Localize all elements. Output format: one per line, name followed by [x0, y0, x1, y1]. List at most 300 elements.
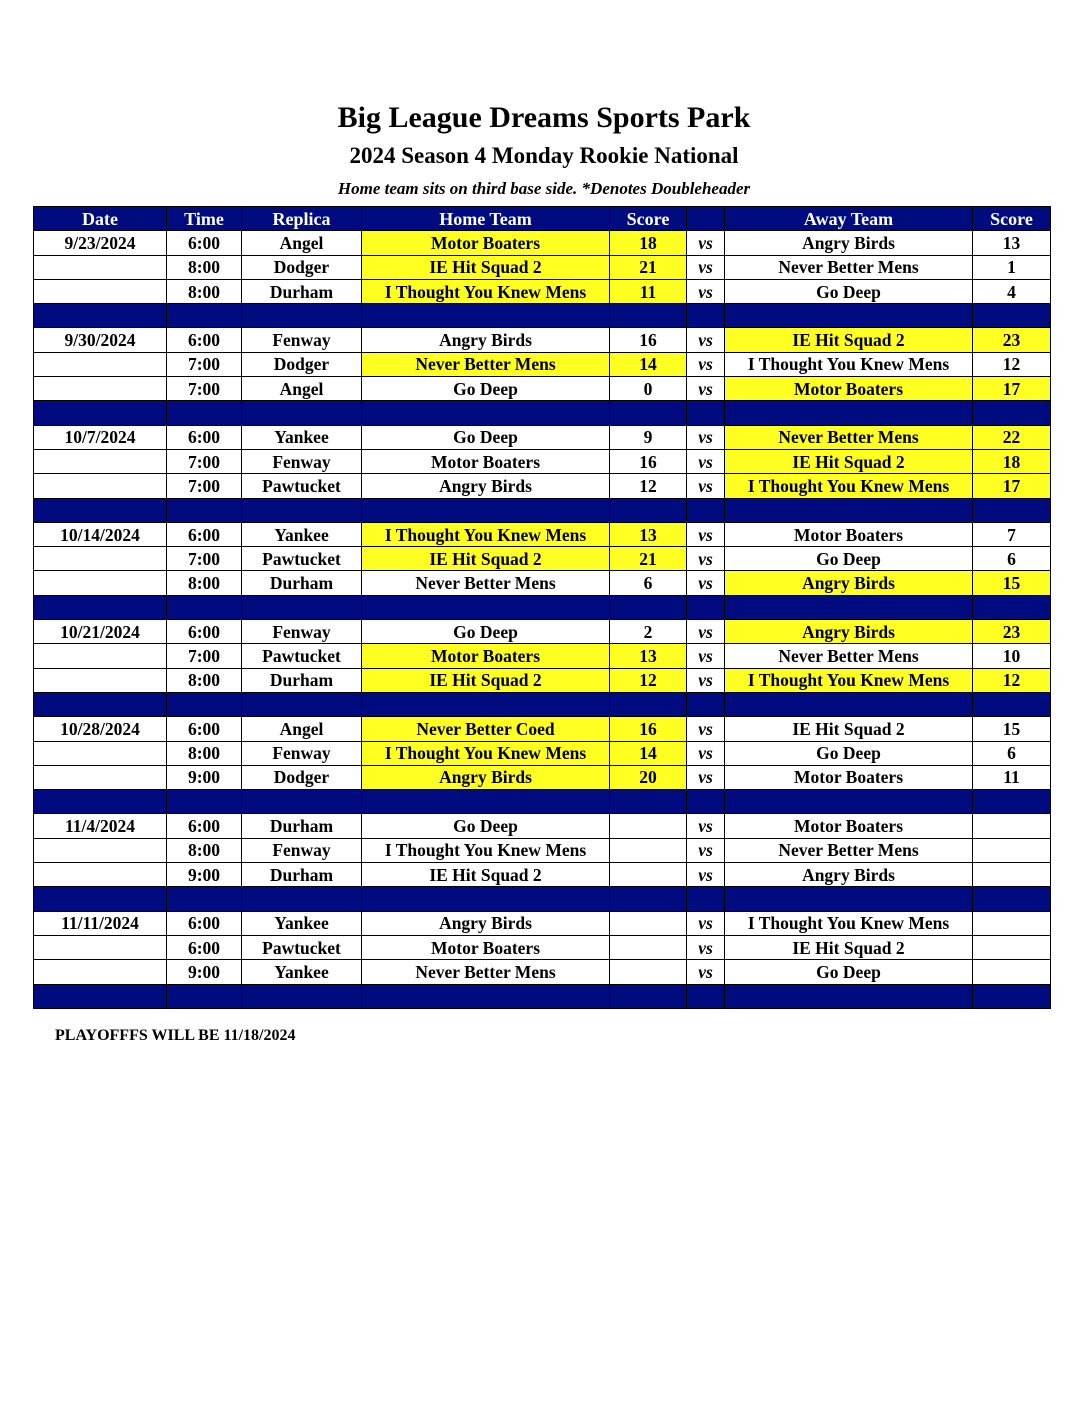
game-time: 6:00: [167, 814, 242, 838]
away-team: IE Hit Squad 2: [725, 935, 973, 959]
table-row: [34, 279, 1051, 303]
week-separator-row: [34, 887, 1051, 911]
week-separator-row: [34, 498, 1051, 522]
table-row: [34, 425, 1051, 449]
separator-cell: [34, 304, 167, 328]
separator-cell: [610, 692, 687, 716]
table-row: [34, 352, 1051, 376]
home-team: I Thought You Knew Mens: [362, 522, 610, 546]
table-row: [34, 522, 1051, 546]
game-date: [34, 474, 167, 498]
away-score: 6: [973, 547, 1051, 571]
home-score: 12: [610, 668, 687, 692]
away-score: [973, 838, 1051, 862]
away-team: I Thought You Knew Mens: [725, 668, 973, 692]
home-team: Never Better Mens: [362, 352, 610, 376]
separator-cell: [973, 401, 1051, 425]
away-score: 11: [973, 765, 1051, 789]
separator-cell: [725, 984, 973, 1008]
separator-cell: [725, 595, 973, 619]
away-score: [973, 814, 1051, 838]
away-score: 4: [973, 279, 1051, 303]
game-date: [34, 838, 167, 862]
home-score: 6: [610, 571, 687, 595]
game-date: [34, 279, 167, 303]
game-date: 9/23/2024: [34, 231, 167, 255]
home-score: 14: [610, 352, 687, 376]
home-team-note: Home team sits on third base side. *Denotes Doubleheader: [337, 179, 751, 198]
away-team: Angry Birds: [725, 231, 973, 255]
away-team: Never Better Mens: [725, 425, 973, 449]
away-team: Go Deep: [725, 547, 973, 571]
away-team: IE Hit Squad 2: [725, 449, 973, 473]
vs-label: vs: [687, 668, 725, 692]
table-row: [34, 571, 1051, 595]
game-replica: Fenway: [242, 620, 362, 644]
away-score: 6: [973, 741, 1051, 765]
game-time: 6:00: [167, 935, 242, 959]
game-date: [34, 765, 167, 789]
table-row: [34, 814, 1051, 838]
game-replica: Yankee: [242, 522, 362, 546]
home-score: 9: [610, 425, 687, 449]
game-time: 8:00: [167, 279, 242, 303]
vs-label: vs: [687, 352, 725, 376]
schedule-table: [33, 206, 1051, 1009]
home-score: 16: [610, 328, 687, 352]
away-score: 15: [973, 717, 1051, 741]
separator-cell: [167, 887, 242, 911]
home-team: Go Deep: [362, 377, 610, 401]
table-row: [34, 960, 1051, 984]
away-team: I Thought You Knew Mens: [725, 911, 973, 935]
game-time: 7:00: [167, 352, 242, 376]
table-row: [34, 838, 1051, 862]
home-team: Motor Boaters: [362, 449, 610, 473]
separator-cell: [362, 887, 610, 911]
home-score: [610, 863, 687, 887]
table-row: [34, 231, 1051, 255]
separator-cell: [167, 984, 242, 1008]
away-team: Motor Boaters: [725, 522, 973, 546]
home-team: Go Deep: [362, 425, 610, 449]
game-time: 6:00: [167, 328, 242, 352]
separator-cell: [687, 304, 725, 328]
separator-cell: [973, 790, 1051, 814]
table-row: [34, 474, 1051, 498]
away-team: I Thought You Knew Mens: [725, 352, 973, 376]
game-replica: Angel: [242, 377, 362, 401]
separator-cell: [34, 595, 167, 619]
separator-cell: [242, 498, 362, 522]
game-date: [34, 741, 167, 765]
home-score: [610, 814, 687, 838]
separator-cell: [687, 401, 725, 425]
away-team: Never Better Mens: [725, 838, 973, 862]
vs-label: vs: [687, 547, 725, 571]
away-score: 15: [973, 571, 1051, 595]
away-team: I Thought You Knew Mens: [725, 474, 973, 498]
game-replica: Pawtucket: [242, 644, 362, 668]
away-score: 1: [973, 255, 1051, 279]
game-time: 6:00: [167, 911, 242, 935]
col-header-vs: [687, 207, 725, 231]
game-date: [34, 547, 167, 571]
home-team: IE Hit Squad 2: [362, 255, 610, 279]
week-separator-row: [34, 984, 1051, 1008]
home-score: [610, 911, 687, 935]
home-score: 21: [610, 547, 687, 571]
game-time: 7:00: [167, 377, 242, 401]
separator-cell: [973, 304, 1051, 328]
game-time: 8:00: [167, 571, 242, 595]
separator-cell: [973, 595, 1051, 619]
game-time: 6:00: [167, 717, 242, 741]
game-replica: Durham: [242, 814, 362, 838]
home-team: I Thought You Knew Mens: [362, 838, 610, 862]
game-time: 6:00: [167, 522, 242, 546]
col-header-away-score: Score: [973, 207, 1051, 231]
playoffs-note: PLAYOFFFS WILL BE 11/18/2024: [55, 1027, 296, 1044]
separator-cell: [725, 790, 973, 814]
away-score: [973, 935, 1051, 959]
away-team: Angry Birds: [725, 620, 973, 644]
home-score: 20: [610, 765, 687, 789]
week-separator-row: [34, 790, 1051, 814]
separator-cell: [973, 984, 1051, 1008]
away-team: Go Deep: [725, 960, 973, 984]
away-score: [973, 960, 1051, 984]
vs-label: vs: [687, 377, 725, 401]
home-team: Motor Boaters: [362, 644, 610, 668]
separator-cell: [362, 790, 610, 814]
away-score: 7: [973, 522, 1051, 546]
away-score: [973, 863, 1051, 887]
separator-cell: [973, 692, 1051, 716]
separator-cell: [242, 595, 362, 619]
game-replica: Angel: [242, 717, 362, 741]
separator-cell: [610, 984, 687, 1008]
game-time: 9:00: [167, 863, 242, 887]
separator-cell: [242, 984, 362, 1008]
game-date: 9/30/2024: [34, 328, 167, 352]
away-team: Go Deep: [725, 741, 973, 765]
away-team: Angry Birds: [725, 863, 973, 887]
home-team: Angry Birds: [362, 911, 610, 935]
table-row: [34, 449, 1051, 473]
game-replica: Durham: [242, 668, 362, 692]
game-time: 8:00: [167, 255, 242, 279]
away-team: Angry Birds: [725, 571, 973, 595]
away-team: Motor Boaters: [725, 377, 973, 401]
game-date: 10/14/2024: [34, 522, 167, 546]
separator-cell: [34, 984, 167, 1008]
table-row: [34, 765, 1051, 789]
home-team: Never Better Coed: [362, 717, 610, 741]
game-time: 9:00: [167, 765, 242, 789]
away-team: Go Deep: [725, 279, 973, 303]
separator-cell: [34, 692, 167, 716]
separator-cell: [725, 692, 973, 716]
game-replica: Durham: [242, 571, 362, 595]
vs-label: vs: [687, 279, 725, 303]
game-replica: Durham: [242, 863, 362, 887]
vs-label: vs: [687, 911, 725, 935]
week-separator-row: [34, 692, 1051, 716]
home-team: IE Hit Squad 2: [362, 547, 610, 571]
home-score: 21: [610, 255, 687, 279]
away-score: 17: [973, 474, 1051, 498]
table-row: [34, 377, 1051, 401]
col-header-home-team: Home Team: [362, 207, 610, 231]
home-team: IE Hit Squad 2: [362, 863, 610, 887]
separator-cell: [362, 401, 610, 425]
home-score: 11: [610, 279, 687, 303]
home-team: I Thought You Knew Mens: [362, 279, 610, 303]
vs-label: vs: [687, 522, 725, 546]
separator-cell: [687, 595, 725, 619]
separator-cell: [362, 692, 610, 716]
game-date: [34, 255, 167, 279]
game-time: 7:00: [167, 547, 242, 571]
game-date: [34, 935, 167, 959]
separator-cell: [242, 401, 362, 425]
table-row: [34, 741, 1051, 765]
col-header-replica: Replica: [242, 207, 362, 231]
home-team: I Thought You Knew Mens: [362, 741, 610, 765]
home-team: Never Better Mens: [362, 960, 610, 984]
home-score: 2: [610, 620, 687, 644]
separator-cell: [610, 498, 687, 522]
table-row: [34, 935, 1051, 959]
separator-cell: [687, 887, 725, 911]
separator-cell: [167, 595, 242, 619]
game-replica: Dodger: [242, 765, 362, 789]
season-subtitle: 2024 Season 4 Monday Rookie National: [349, 143, 739, 168]
game-time: 7:00: [167, 644, 242, 668]
home-team: Go Deep: [362, 814, 610, 838]
home-score: 0: [610, 377, 687, 401]
game-time: 7:00: [167, 449, 242, 473]
separator-cell: [610, 790, 687, 814]
separator-cell: [242, 887, 362, 911]
separator-cell: [242, 304, 362, 328]
separator-cell: [34, 790, 167, 814]
separator-cell: [610, 401, 687, 425]
game-date: [34, 352, 167, 376]
home-team: Motor Boaters: [362, 231, 610, 255]
col-header-home-score: Score: [610, 207, 687, 231]
home-score: 13: [610, 522, 687, 546]
separator-cell: [167, 692, 242, 716]
game-date: 10/7/2024: [34, 425, 167, 449]
home-team: Angry Birds: [362, 328, 610, 352]
vs-label: vs: [687, 863, 725, 887]
game-replica: Fenway: [242, 838, 362, 862]
away-score: 18: [973, 449, 1051, 473]
away-team: Motor Boaters: [725, 765, 973, 789]
col-header-away-team: Away Team: [725, 207, 973, 231]
game-date: [34, 644, 167, 668]
separator-cell: [362, 595, 610, 619]
game-replica: Fenway: [242, 328, 362, 352]
away-score: 22: [973, 425, 1051, 449]
home-score: 13: [610, 644, 687, 668]
game-replica: Dodger: [242, 352, 362, 376]
separator-cell: [687, 498, 725, 522]
separator-cell: [242, 790, 362, 814]
home-team: Never Better Mens: [362, 571, 610, 595]
separator-cell: [167, 790, 242, 814]
home-score: [610, 838, 687, 862]
away-team: IE Hit Squad 2: [725, 328, 973, 352]
separator-cell: [34, 401, 167, 425]
home-score: 12: [610, 474, 687, 498]
separator-cell: [167, 401, 242, 425]
vs-label: vs: [687, 960, 725, 984]
game-time: 7:00: [167, 474, 242, 498]
game-time: 8:00: [167, 838, 242, 862]
vs-label: vs: [687, 935, 725, 959]
separator-cell: [973, 887, 1051, 911]
game-replica: Dodger: [242, 255, 362, 279]
game-time: 6:00: [167, 425, 242, 449]
game-replica: Durham: [242, 279, 362, 303]
home-team: IE Hit Squad 2: [362, 668, 610, 692]
vs-label: vs: [687, 838, 725, 862]
separator-cell: [725, 498, 973, 522]
separator-cell: [687, 790, 725, 814]
home-score: 18: [610, 231, 687, 255]
vs-label: vs: [687, 571, 725, 595]
game-date: [34, 449, 167, 473]
game-date: [34, 377, 167, 401]
vs-label: vs: [687, 474, 725, 498]
separator-cell: [34, 887, 167, 911]
col-header-date: Date: [34, 207, 167, 231]
separator-cell: [242, 692, 362, 716]
game-time: 6:00: [167, 231, 242, 255]
home-score: 14: [610, 741, 687, 765]
separator-cell: [725, 401, 973, 425]
vs-label: vs: [687, 231, 725, 255]
game-date: [34, 668, 167, 692]
separator-cell: [725, 887, 973, 911]
game-date: 11/4/2024: [34, 814, 167, 838]
home-team: Go Deep: [362, 620, 610, 644]
away-score: 23: [973, 328, 1051, 352]
game-time: 8:00: [167, 741, 242, 765]
game-time: 6:00: [167, 620, 242, 644]
game-replica: Pawtucket: [242, 935, 362, 959]
game-replica: Fenway: [242, 449, 362, 473]
home-team: Angry Birds: [362, 765, 610, 789]
separator-cell: [362, 498, 610, 522]
week-separator-row: [34, 401, 1051, 425]
game-replica: Angel: [242, 231, 362, 255]
separator-cell: [167, 304, 242, 328]
game-date: 11/11/2024: [34, 911, 167, 935]
table-row: [34, 644, 1051, 668]
away-score: 12: [973, 668, 1051, 692]
home-score: 16: [610, 449, 687, 473]
game-replica: Yankee: [242, 960, 362, 984]
vs-label: vs: [687, 425, 725, 449]
separator-cell: [362, 984, 610, 1008]
col-header-time: Time: [167, 207, 242, 231]
game-date: 10/28/2024: [34, 717, 167, 741]
away-score: 13: [973, 231, 1051, 255]
game-replica: Pawtucket: [242, 474, 362, 498]
game-date: [34, 960, 167, 984]
table-row: [34, 547, 1051, 571]
home-score: [610, 935, 687, 959]
separator-cell: [687, 984, 725, 1008]
vs-label: vs: [687, 328, 725, 352]
vs-label: vs: [687, 741, 725, 765]
game-replica: Yankee: [242, 425, 362, 449]
game-replica: Fenway: [242, 741, 362, 765]
away-score: 23: [973, 620, 1051, 644]
table-row: [34, 717, 1051, 741]
vs-label: vs: [687, 620, 725, 644]
vs-label: vs: [687, 717, 725, 741]
away-score: 10: [973, 644, 1051, 668]
away-team: Never Better Mens: [725, 644, 973, 668]
away-score: [973, 911, 1051, 935]
schedule-body: [34, 231, 1051, 1009]
separator-cell: [610, 887, 687, 911]
header-row: [34, 207, 1051, 231]
page-title: Big League Dreams Sports Park: [337, 101, 751, 134]
away-score: 17: [973, 377, 1051, 401]
away-score: 12: [973, 352, 1051, 376]
game-date: 10/21/2024: [34, 620, 167, 644]
vs-label: vs: [687, 814, 725, 838]
table-row: [34, 255, 1051, 279]
separator-cell: [34, 498, 167, 522]
game-time: 8:00: [167, 668, 242, 692]
table-row: [34, 863, 1051, 887]
game-date: [34, 863, 167, 887]
vs-label: vs: [687, 449, 725, 473]
table-row: [34, 911, 1051, 935]
home-score: [610, 960, 687, 984]
game-date: [34, 571, 167, 595]
vs-label: vs: [687, 644, 725, 668]
game-replica: Yankee: [242, 911, 362, 935]
separator-cell: [725, 304, 973, 328]
week-separator-row: [34, 595, 1051, 619]
separator-cell: [973, 498, 1051, 522]
table-row: [34, 620, 1051, 644]
table-row: [34, 328, 1051, 352]
table-row: [34, 668, 1051, 692]
separator-cell: [610, 304, 687, 328]
separator-cell: [687, 692, 725, 716]
home-team: Motor Boaters: [362, 935, 610, 959]
separator-cell: [362, 304, 610, 328]
away-team: Never Better Mens: [725, 255, 973, 279]
vs-label: vs: [687, 765, 725, 789]
game-time: 9:00: [167, 960, 242, 984]
game-replica: Pawtucket: [242, 547, 362, 571]
home-team: Angry Birds: [362, 474, 610, 498]
home-score: 16: [610, 717, 687, 741]
away-team: IE Hit Squad 2: [725, 717, 973, 741]
away-team: Motor Boaters: [725, 814, 973, 838]
separator-cell: [167, 498, 242, 522]
